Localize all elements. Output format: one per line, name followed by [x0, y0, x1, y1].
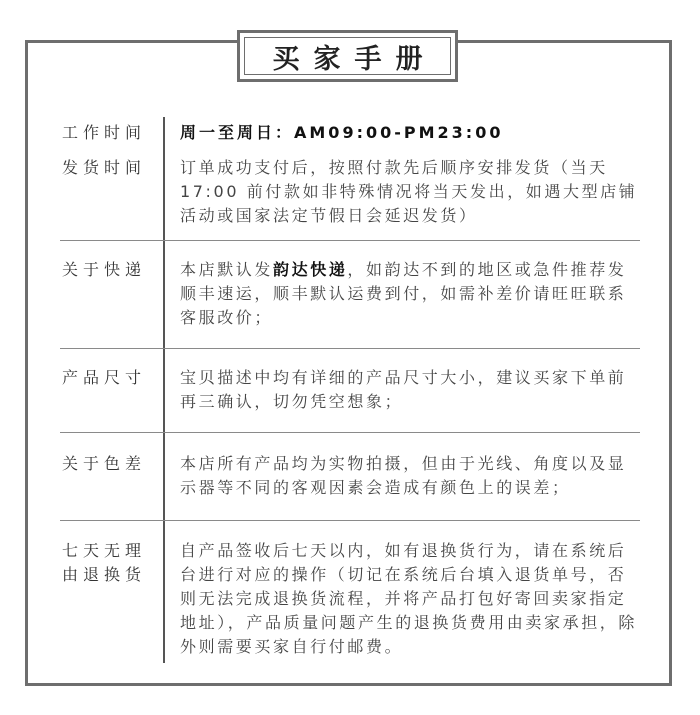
- express-text-after: ，如韵达不到的地区或急件推荐发顺丰速运，顺丰默认运费到付，如需补差价请旺旺联系客服改价；: [180, 260, 627, 327]
- size-text: 宝贝描述中均有详细的产品尺寸大小，建议买家下单前再三确认，切勿凭空想象；: [180, 368, 627, 411]
- column-divider: [163, 117, 165, 663]
- title-box: [237, 30, 458, 82]
- page-title: 买家手册: [272, 43, 437, 75]
- returns-label: 七天无理由退换货: [62, 541, 147, 584]
- row-divider: [60, 348, 640, 349]
- express-text-before: 本店默认发: [180, 260, 274, 279]
- work-time-value: 周一至周日：AM09:00-PM23:00: [180, 123, 504, 142]
- express-label: 关于快递: [62, 260, 147, 279]
- row-divider: [60, 520, 640, 521]
- ship-time-text: 订单成功支付后，按照付款先后顺序安排发货（当天 17:00 前付款如非特殊情况将当天发出，如遇大型店铺活动或国家法定节假日会延迟发货）: [180, 158, 638, 225]
- color-label: 关于色差: [62, 454, 147, 473]
- row-divider: [60, 432, 640, 433]
- row-divider: [60, 240, 640, 241]
- color-text: 本店所有产品均为实物拍摄，但由于光线、角度以及显示器等不同的客观因素会造成有颜色上的误差；: [180, 454, 627, 497]
- ship-time-label: 发货时间: [62, 158, 147, 177]
- express-highlight: 韵达快递: [273, 260, 348, 279]
- work-time-label: 工作时间: [62, 123, 147, 142]
- size-label: 产品尺寸: [62, 368, 147, 387]
- returns-text: 自产品签收后七天以内，如有退换货行为，请在系统后台进行对应的操作（切记在系统后台填入退货单号，否则无法完成退换货流程，并将产品打包好寄回卖家指定地址），产品质量问题产生的退换货费用由卖家承担，除外则需要买家自行付邮费。: [180, 541, 638, 656]
- express-text: [180, 258, 642, 330]
